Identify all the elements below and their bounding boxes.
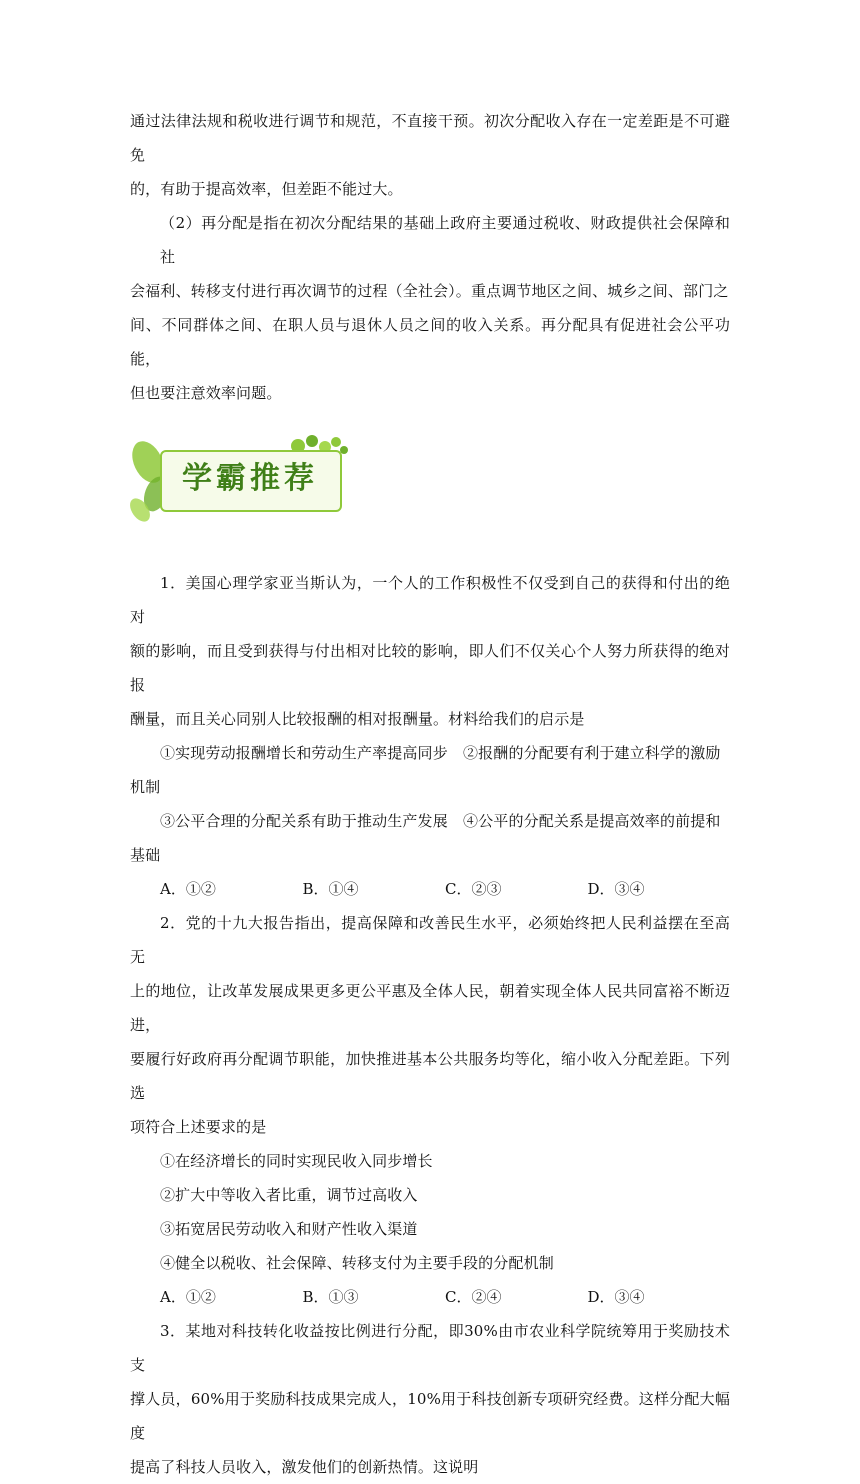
question-stem-line: 3．某地对科技转化收益按比例进行分配，即30%由市农业科学院统筹用于奖励技术支: [130, 1322, 730, 1374]
section-badge: [130, 432, 730, 528]
statement-line: ①在经济增长的同时实现民收入同步增长: [160, 1152, 433, 1170]
answer-options: [130, 1280, 730, 1314]
paragraph-line: 但也要注意效率问题。: [130, 384, 282, 402]
paragraph-line: 的，有助于提高效率，但差距不能过大。: [130, 180, 403, 198]
paragraph-line: 间、不同群体之间、在职人员与退休人员之间的收入关系。再分配具有促进社会公平功能，: [130, 316, 730, 368]
statement-line: ④健全以税收、社会保障、转移支付为主要手段的分配机制: [160, 1254, 554, 1272]
statement-line: ③拓宽居民劳动收入和财产性收入渠道: [160, 1220, 418, 1238]
option-a: A．①②: [160, 1288, 216, 1306]
question-stem-line: 额的影响，而且受到获得与付出相对比较的影响，即人们不仅关心个人努力所获得的绝对报: [130, 642, 730, 694]
option-d: D．③④: [587, 1288, 645, 1306]
question-stem-line: 酬量，而且关心同别人比较报酬的相对报酬量。材料给我们的启示是: [130, 710, 585, 728]
statement-line: 基础: [130, 846, 161, 864]
option-c: C．②④: [445, 1288, 502, 1306]
option-c: C．②③: [445, 880, 502, 898]
badge-title: 学霸推荐: [182, 461, 318, 496]
question-stem-line: 上的地位，让改革发展成果更多更公平惠及全体人民，朝着实现全体人民共同富裕不断迈进，: [130, 982, 730, 1034]
document-body: [130, 104, 730, 1484]
statement-line: ①实现劳动报酬增长和劳动生产率提高同步 ②报酬的分配要有利于建立科学的激励: [160, 744, 721, 762]
option-d: D．③④: [587, 880, 645, 898]
option-b: B．①④: [302, 880, 359, 898]
statement-line: 机制: [130, 778, 161, 796]
question-stem-line: 撑人员，60%用于奖励科技成果完成人，10%用于科技创新专项研究经费。这样分配大幅度: [130, 1390, 730, 1442]
paragraph-line: （2）再分配是指在初次分配结果的基础上政府主要通过税收、财政提供社会保障和社: [160, 214, 730, 266]
question-stem-line: 提高了科技人员收入，激发他们的创新热情。这说明: [130, 1458, 479, 1476]
paragraph-line: 通过法律法规和税收进行调节和规范，不直接干预。初次分配收入存在一定差距是不可避免: [130, 112, 730, 164]
answer-options: [130, 872, 730, 906]
question-stem-line: 2．党的十九大报告指出，提高保障和改善民生水平，必须始终把人民利益摆在至高无: [130, 914, 730, 966]
option-b: B．①③: [302, 1288, 359, 1306]
question-stem-line: 1．美国心理学家亚当斯认为，一个人的工作积极性不仅受到自己的获得和付出的绝对: [130, 574, 730, 626]
paragraph-line: 会福利、转移支付进行再次调节的过程（全社会）。重点调节地区之间、城乡之间、部门之: [130, 282, 729, 300]
statement-line: ②扩大中等收入者比重，调节过高收入: [160, 1186, 418, 1204]
question-stem-line: 项符合上述要求的是: [130, 1118, 267, 1136]
statement-line: ③公平合理的分配关系有助于推动生产发展 ④公平的分配关系是提高效率的前提和: [160, 812, 721, 830]
option-a: A．①②: [160, 880, 216, 898]
question-stem-line: 要履行好政府再分配调节职能，加快推进基本公共服务均等化，缩小收入分配差距。下列选: [130, 1050, 730, 1102]
